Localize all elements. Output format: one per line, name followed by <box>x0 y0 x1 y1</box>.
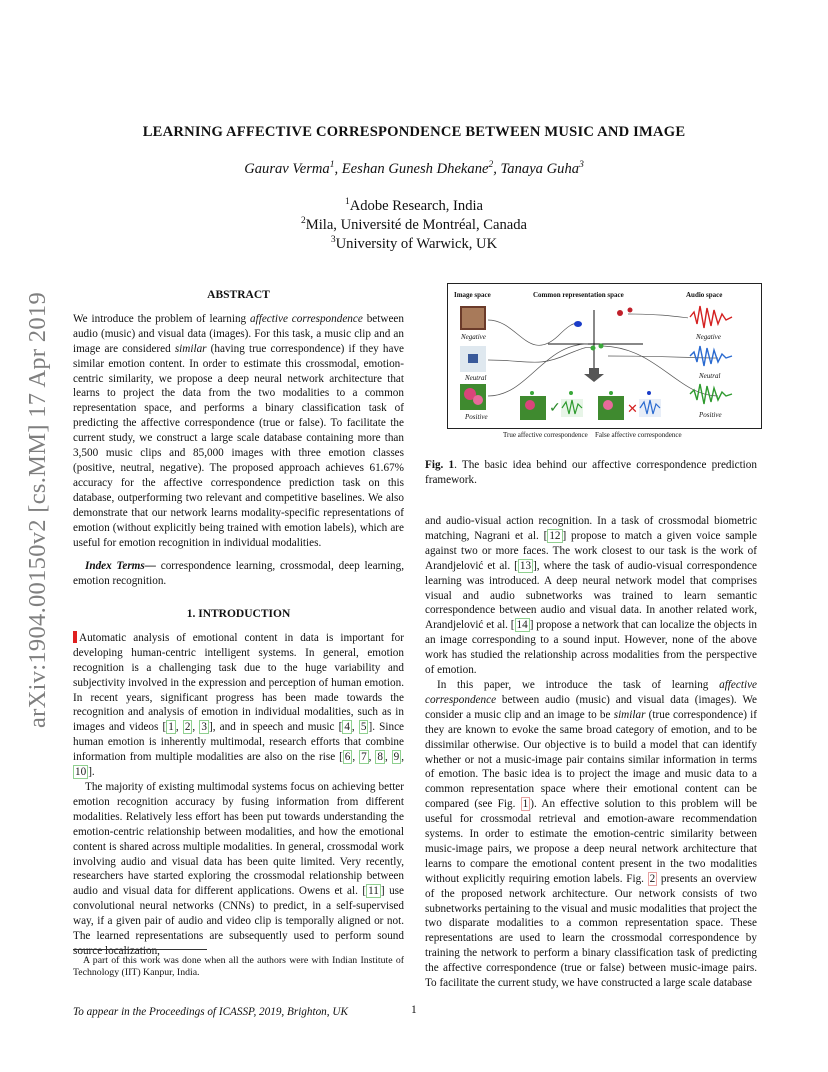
citation-link[interactable]: 14 <box>516 619 528 632</box>
label-neutral-image: Neutral <box>465 374 487 382</box>
index-terms: Index Terms— correspondence learning, crossmodal, deep learning, emotion recognition. <box>73 560 404 588</box>
footnote: A part of this work was done when all the authors were with Indian Institute of Technology (IIT) Kanpur, India. <box>73 955 404 979</box>
annotation-marker <box>73 631 77 643</box>
paper-title: LEARNING AFFECTIVE CORRESPONDENCE BETWEEN MUSIC AND IMAGE <box>142 124 686 140</box>
introduction-heading: 1. INTRODUCTION <box>186 608 291 620</box>
citation-link[interactable]: 11 <box>368 885 379 898</box>
label-negative-image: Negative <box>461 333 486 341</box>
page-number: 1 <box>411 1004 417 1016</box>
author-list: Gaurav Verma$^1$, Eeshan Gunesh Dhekane$^2$, Tanaya Guha$^3$ <box>244 160 584 177</box>
label-positive-audio: Positive <box>699 411 722 419</box>
author-name: Gaurav Verma <box>244 161 330 177</box>
citation-link[interactable]: 10 <box>75 766 87 779</box>
label-common-space: Common representation space <box>533 291 624 299</box>
body-paragraph: In this paper, we introduce the task of learning affective correspondence between audio (music) and visual data (images). We consider a music clip and an image to be similar (true correspondence) if they are known to evoke the same broad category of emotion, and to be dissimilar otherwise. Our objective is to build a model that can identify whether or not a music-image pair contains similar information in terms of emotion. The basic idea is to project the image and music data to a common representation space where their emotional content can be compared (see Fig. 1 ). An effective solution to this problem will be useful for crossmodal retrieval and emotion-aware recommendation systems. In order to estimate the emotion-centric similarity between music-image pairs, we propose a deep neural network architecture that learns to compare the emotional content present in the two modalities without explicitly requiring emotion labels. Fig. 2 presents an overview of the proposed network architecture. Our network consists of two subnetworks pertaining to the visual and music modalities that project the two disparate modalities to a common representation space. These representations are used to learn the crossmodal correspondence by training the network to perform a binary classification task of predicting the affective correspondence (true or false) between music-image pairs. To facilitate the current study, we have constructed a large scale database <box>425 678 757 990</box>
label-positive-image: Positive <box>465 413 488 421</box>
author-name: Tanaya Guha <box>500 161 580 177</box>
abstract-text: We introduce the problem of learning affective correspondence between audio (music) and visual data (images). For this task, a music clip and an image are considered similar (having true correspondence) if they have similar emotion content. In order to estimate this crossmodal, emotion-centric similarity, we propose a deep neural network architecture that learns to project the data from the two modalities to a common representation space, and performs a binary classification task of predicting the affective correspondence (true or false). To facilitate the current study, we construct a large scale database containing more than 3,500 music clips and 85,000 images with three emotion classes (positive, neutral, negative). The proposed approach achieves 61.67% accuracy for the affective correspondence prediction task on this database, outperforming two relevant and competitive baselines. We also demonstrate that our network learns modality-specific representations of emotion (without explicitly being trained with emotion labels), which are useful for emotion recognition in individual modalities. <box>73 312 404 549</box>
right-column-text <box>425 514 757 991</box>
citation-link[interactable]: 1 <box>168 721 174 734</box>
author-sup: 1 <box>329 160 335 171</box>
author-name: Eeshan Gunesh Dhekane <box>341 161 489 177</box>
figure-1 <box>447 283 762 429</box>
abstract-heading: ABSTRACT <box>207 289 270 301</box>
affiliations <box>0 197 828 254</box>
label-neutral-audio: Neutral <box>699 372 721 380</box>
svg-text:✕: ✕ <box>627 401 638 416</box>
citation-link[interactable]: 13 <box>519 559 532 572</box>
citation-link[interactable]: 5 <box>360 721 367 734</box>
svg-text:✓: ✓ <box>549 401 561 416</box>
intro-paragraph: Automatic analysis of emotional content in data is important for developing human-centric intelligent systems. In general, emotion recognition is a challenging task due to the huge variability and subjectivity involved in the expression and perception of human emotion. In recent years, significant progress has been made towards the recognition and analysis of emotion in individual modalities, such as in images and videos [ 1 , 2 , 3 ], and in speech and music [ 4 , 5 ]. Since human emotion is inherently multimodal, research efforts that combine information from multiple modalities are also on the rise [ 6 , 7 , 8 , 9 , 10 ]. <box>73 631 405 779</box>
arxiv-stamp-text: arXiv:1904.00150v2 [cs.MM] 17 Apr 2019 <box>24 291 52 729</box>
citation-link[interactable]: 12 <box>549 529 561 542</box>
affiliation: $^3$University of Warwick, UK <box>330 235 498 252</box>
label-image-space: Image space <box>454 291 491 299</box>
label-audio-space: Audio space <box>686 291 723 299</box>
label-true-correspondence: True affective correspondence <box>503 431 588 439</box>
author-sup: 2 <box>488 160 494 171</box>
affiliation: $^2$Mila, Université de Montréal, Canada <box>300 216 528 233</box>
citation-link[interactable]: 9 <box>393 751 400 764</box>
citation-link[interactable]: 8 <box>377 751 383 764</box>
abstract-section <box>73 288 404 589</box>
footnote-rule <box>73 949 207 950</box>
citation-link[interactable]: 4 <box>344 721 350 734</box>
venue-footer: To appear in the Proceedings of ICASSP, 2019, Brighton, UK <box>73 1006 348 1018</box>
citation-link[interactable]: 3 <box>201 721 207 734</box>
figure-link[interactable]: 2 <box>649 872 656 885</box>
author-sup: 3 <box>579 160 584 171</box>
arxiv-stamp <box>18 270 58 750</box>
citation-link[interactable]: 6 <box>344 751 351 764</box>
intro-paragraph: The majority of existing multimodal systems focus on achieving better emotion recognition accuracy by fusing information from different modalities. Relatively less effort has been put towards understanding the emotion-centric relationship between modalities, and how the emotional content is shared across multiple modalities. In general, crossmodal work involving audio and visual data has been quite limited. Very recently, researchers have started exploring the crossmodal relationship between audio and visual data for different applications. Owens et al. [ 11 ] use convolutional neural networks (CNNs) to predict, in a self-supervised way, if a given pair of audio and video clip is temporally aligned or not. The learned representations are subsequently used to perform sound source localization, <box>73 780 404 957</box>
figure-link[interactable]: 1 <box>522 798 529 811</box>
figure-caption: Fig. 1. The basic idea behind our affective correspondence prediction framework. <box>425 459 757 486</box>
label-false-correspondence: False affective correspondence <box>595 431 682 439</box>
affiliation: $^1$Adobe Research, India <box>344 197 484 214</box>
figure-diagram <box>448 284 761 428</box>
body-paragraph: and audio-visual action recognition. In a task of crossmodal biometric matching, Nagrani et al. [ 12 ] propose to match a given voice sample against two or more faces. The work closest to our task is the work of Arandjelović et al. [ 13 ], where the task of audio-visual correspondence learning was introduced. A deep neural network model that comprises visual and audio subnetworks was trained to learn semantic correspondence between audio and visual data. In another related work, Arandjelović et al. [ 14 ] propose a network that can localize the objects in an image corresponding to a sound input. However, none of the above work has studied the relationship across modalities from the perspective of emotion. <box>425 515 758 677</box>
citation-link[interactable]: 7 <box>361 751 367 764</box>
citation-link[interactable]: 2 <box>184 721 191 734</box>
introduction-section <box>73 607 404 959</box>
label-negative-audio: Negative <box>696 333 721 341</box>
